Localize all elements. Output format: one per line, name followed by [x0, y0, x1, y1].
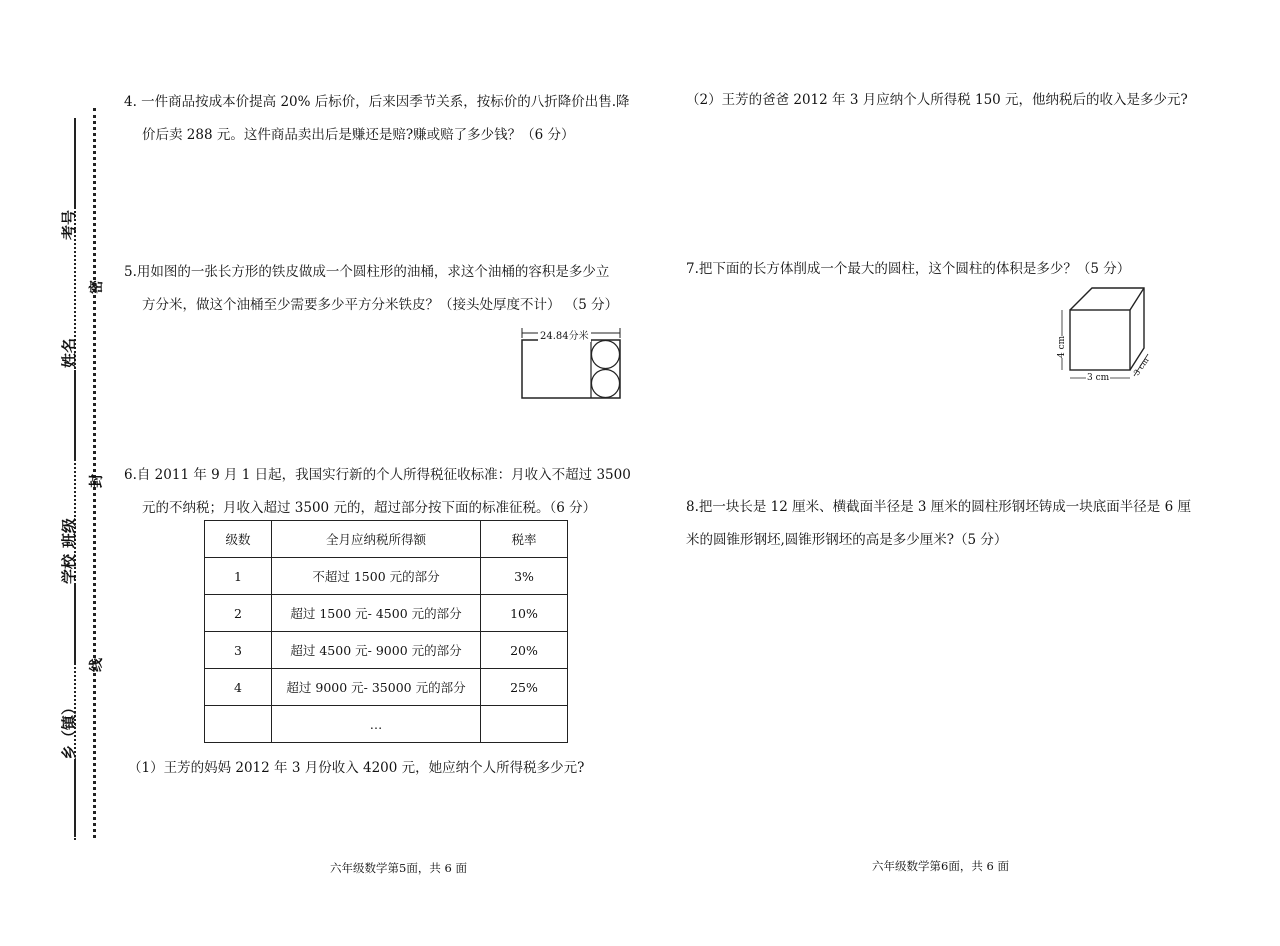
table-header-row	[205, 521, 568, 558]
q5-line1: 5.用如图的一张长方形的铁皮做成一个圆柱形的油桶，求这个油桶的容积是多少立	[124, 264, 610, 280]
table-row	[205, 558, 568, 595]
table-cell: 3%	[481, 558, 568, 595]
class-fill-line[interactable]	[74, 400, 76, 460]
table-cell: …	[272, 706, 481, 743]
q6-line1: 6.自 2011 年 9 月 1 日起，我国实行新的个人所得税征收标准：月收入不超过 3500	[124, 467, 631, 483]
table-cell: 25%	[481, 669, 568, 706]
q8-line2: 米的圆锥形钢坯,圆锥形钢坯的高是多少厘米?（5 分）	[686, 532, 1008, 548]
left-page-footer: 六年级数学第5面，共 6 面	[330, 861, 467, 875]
table-cell: 20%	[481, 632, 568, 669]
township-fill-line[interactable]	[74, 760, 76, 836]
q4-line2: 价后卖 288 元。这件商品卖出后是赚还是赔?赚或赔了多少钱？（6 分）	[142, 127, 575, 143]
table-header-cell: 级数	[205, 521, 272, 558]
table-cell	[205, 706, 272, 743]
table-cell: 4	[205, 669, 272, 706]
school-fill-line[interactable]	[74, 584, 76, 664]
table-cell: 超过 1500 元- 4500 元的部分	[272, 595, 481, 632]
table-header-cell: 税率	[481, 521, 568, 558]
table-cell: 不超过 1500 元的部分	[272, 558, 481, 595]
exam-no-fill-line[interactable]	[74, 118, 76, 208]
q5-line2: 方分米，做这个油桶至少需要多少平方分米铁皮？（接头处厚度不计） （5 分）	[142, 297, 619, 313]
table-cell: 1	[205, 558, 272, 595]
table-row	[205, 632, 568, 669]
table-header-cell: 全月应纳税所得额	[272, 521, 481, 558]
q4-line1: 4. 一件商品按成本价提高 20% 后标价，后来因季节关系，按标价的八折降价出售.降	[124, 94, 630, 110]
table-cell: 2	[205, 595, 272, 632]
school-label: 学校	[60, 553, 78, 584]
q7-label-height: 4 cm	[1057, 335, 1067, 358]
q8-line1: 8.把一块长是 12 厘米、横截面半径是 3 厘米的圆柱形钢坯铸成一块底面半径是 6 厘	[686, 499, 1191, 515]
q5-figure-label: 24.84分米	[538, 327, 591, 342]
outer-dotted-line	[93, 108, 96, 838]
q7-label-width: 3 cm	[1087, 373, 1110, 383]
table-cell	[481, 706, 568, 743]
exam-no-label: 考号	[60, 209, 78, 240]
table-cell: 超过 4500 元- 9000 元的部分	[272, 632, 481, 669]
seal-char-xian: 线	[89, 658, 105, 672]
q7-label-depth: 3 cm	[1132, 355, 1151, 378]
q6-sub2: （2）王芳的爸爸 2012 年 3 月应纳个人所得税 150 元，他纳税后的收入是多少元?	[686, 92, 1188, 108]
table-cell: 3	[205, 632, 272, 669]
right-page-footer: 六年级数学第6面，共 6 面	[872, 859, 1009, 873]
q6-line2: 元的不纳税；月收入超过 3500 元的，超过部分按下面的标准征税。（6 分）	[142, 500, 597, 516]
seal-char-feng: 封	[89, 474, 105, 488]
table-row	[205, 595, 568, 632]
class-label: 班级	[60, 517, 78, 548]
tax-rate-table	[204, 520, 568, 743]
name-label: 姓名	[60, 337, 78, 368]
table-row	[205, 706, 568, 743]
q7-line1: 7.把下面的长方体削成一个最大的圆柱，这个圆柱的体积是多少？（5 分）	[686, 261, 1131, 277]
seal-char-mi: 密	[89, 280, 105, 294]
table-row	[205, 669, 568, 706]
table-cell: 10%	[481, 595, 568, 632]
q6-sub1: （1）王芳的妈妈 2012 年 3 月份收入 4200 元，她应纳个人所得税多少元?	[128, 760, 585, 776]
township-label: 乡（镇）	[60, 699, 78, 760]
table-cell: 超过 9000 元- 35000 元的部分	[272, 669, 481, 706]
